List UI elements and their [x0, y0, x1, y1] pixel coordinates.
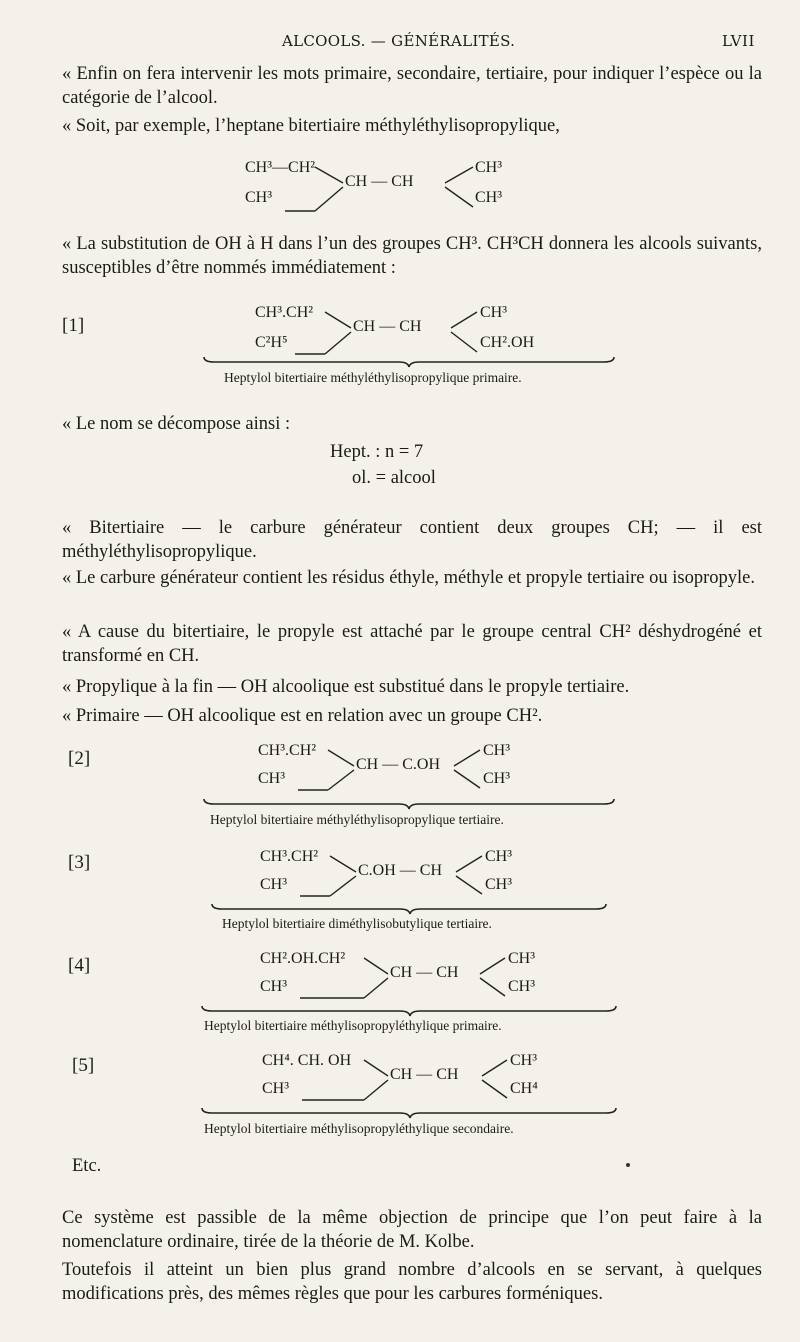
formula-left-top: CH³.CH²	[260, 848, 319, 865]
paragraph-8: « Propylique à la fin — OH alcoolique est substitué dans le propyle tertiaire.	[62, 677, 630, 697]
underbrace-1	[202, 355, 617, 369]
decomposition-line-1: Hept. : n = 7	[330, 442, 424, 462]
formula-center: CH — CH	[390, 964, 459, 981]
paragraph-11: Toutefois il atteint un bien plus grand nombre d’alcools en se servant, à quelques modifications près, des mêmes règles que pour les carbures forméniques.	[62, 1260, 762, 1304]
formula-4-caption: Heptylol bitertiaire méthylisopropyléthylique primaire.	[204, 1018, 502, 1033]
decomposition-line-2: ol. = alcool	[352, 468, 436, 488]
formula-3-caption: Heptylol bitertiaire diméthylisobutylique tertiaire.	[222, 916, 492, 931]
paragraph-1: « Enfin on fera intervenir les mots primaire, secondaire, tertiaire, pour indiquer l’espèce ou la catégorie de l’alcool.	[62, 64, 762, 108]
formula-5-number: [5]	[72, 1055, 95, 1076]
etc-label: Etc.	[72, 1156, 102, 1176]
formula-right-bottom: CH³	[485, 876, 513, 893]
page-number: LVII	[722, 32, 755, 50]
formula-center: CH — CH	[390, 1066, 459, 1083]
formula-left-bottom: C²H⁵	[255, 334, 288, 351]
formula-right-top: CH³	[508, 950, 536, 967]
formula-left-top: CH³.CH²	[255, 304, 314, 321]
formula-right-bottom: CH³	[483, 770, 511, 787]
bond-lines	[255, 300, 575, 360]
paragraph-2: « Soit, par exemple, l’heptane bitertiaire méthyléthylisopropylique,	[62, 116, 560, 136]
ink-speck	[626, 1163, 630, 1167]
bond-lines	[245, 155, 545, 217]
bond-lines	[260, 946, 600, 1006]
formula-1-caption: Heptylol bitertiaire méthyléthylisopropylique primaire.	[224, 370, 522, 385]
formula-right-bottom: CH³	[508, 978, 536, 995]
bond-lines	[262, 1048, 602, 1108]
formula-2-number: [2]	[68, 748, 91, 769]
formula-left-top: CH³—CH²	[245, 159, 316, 176]
formula-1-number: [1]	[62, 315, 85, 336]
formula-right-bottom: CH⁴	[510, 1080, 538, 1097]
formula-5	[262, 1048, 602, 1108]
bond-lines	[258, 738, 578, 798]
formula-left-bottom: CH³	[262, 1080, 290, 1097]
running-header-title: ALCOOLS. — GÉNÉRALITÉS.	[282, 32, 516, 50]
formula-2	[258, 738, 578, 798]
formula-3	[260, 844, 580, 904]
formula-left-top: CH⁴. CH. OH	[262, 1052, 352, 1069]
formula-1	[255, 300, 575, 360]
formula-right-top: CH³	[485, 848, 513, 865]
formula-2-caption: Heptylol bitertiaire méthyléthylisopropylique tertiaire.	[210, 812, 504, 827]
formula-center: C.OH — CH	[358, 862, 443, 879]
formula-center: CH — CH	[353, 318, 422, 335]
formula-right-bottom: CH³	[475, 189, 503, 206]
formula-center: CH — C.OH	[356, 756, 441, 773]
paragraph-4: « Le nom se décompose ainsi :	[62, 414, 291, 434]
paragraph-6: « Le carbure générateur contient les résidus éthyle, méthyle et propyle tertiaire ou isopropyle.	[62, 568, 755, 588]
underbrace-2	[202, 797, 617, 811]
formula-right-top: CH³	[475, 159, 503, 176]
formula-center: CH — CH	[345, 173, 414, 190]
formula-4	[260, 946, 600, 1006]
underbrace-4	[200, 1004, 620, 1018]
paragraph-9: « Primaire — OH alcoolique est en relation avec un groupe CH².	[62, 706, 543, 726]
underbrace-5	[200, 1106, 620, 1120]
paragraph-7: « A cause du bitertiaire, le propyle est attaché par le groupe central CH² déshydrogéné et transformé en CH.	[62, 622, 762, 666]
paragraph-10: Ce système est passible de la même objection de principe que l’on peut faire à la nomenclature ordinaire, tirée de la théorie de M. Kolbe.	[62, 1208, 762, 1252]
formula-right-top: CH³	[483, 742, 511, 759]
formula-4-number: [4]	[68, 955, 91, 976]
underbrace-3	[210, 902, 610, 916]
paragraph-3: « La substitution de OH à H dans l’un des groupes CH³. CH³CH donnera les alcools suivants, susceptibles d’être nommés immédiatement :	[62, 234, 762, 278]
formula-right-top: CH³	[480, 304, 508, 321]
paragraph-5: « Bitertiaire — le carbure générateur contient deux groupes CH; — il est méthyléthylisopropylique.	[62, 518, 762, 562]
bond-lines	[260, 844, 580, 904]
formula-left-top: CH³.CH²	[258, 742, 317, 759]
formula-left-bottom: CH³	[260, 978, 288, 995]
formula-left-bottom: CH³	[258, 770, 286, 787]
formula-left-bottom: CH³	[260, 876, 288, 893]
formula-right-top: CH³	[510, 1052, 538, 1069]
formula-heptane	[245, 155, 545, 217]
formula-3-number: [3]	[68, 852, 91, 873]
formula-left-bottom: CH³	[245, 189, 273, 206]
formula-right-bottom: CH².OH	[480, 334, 535, 351]
formula-5-caption: Heptylol bitertiaire méthylisopropyléthylique secondaire.	[204, 1121, 514, 1136]
formula-left-top: CH².OH.CH²	[260, 950, 346, 967]
